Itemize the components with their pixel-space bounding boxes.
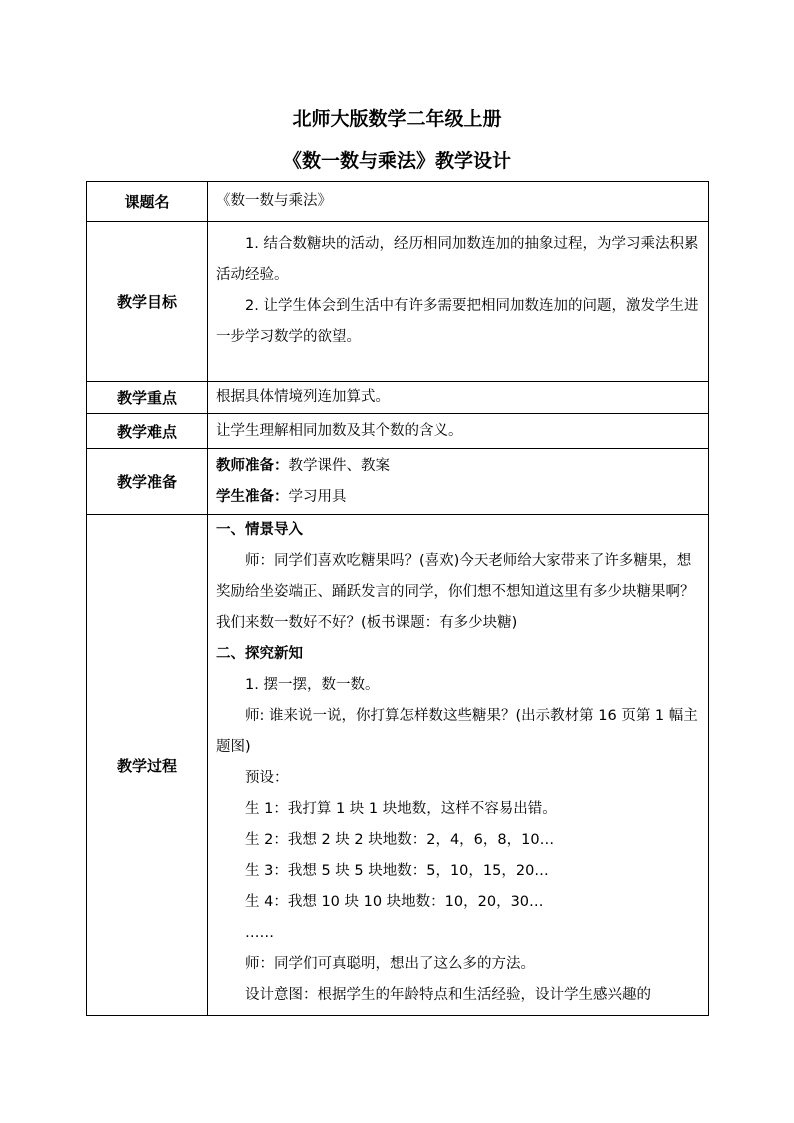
process-line: 设计意图：根据学生的年龄特点和生活经验，设计学生感兴趣的 xyxy=(245,987,651,1003)
row-preparation xyxy=(87,449,709,515)
process-line: 师：同学们可真聪明，想出了这么多的方法。 xyxy=(245,956,535,972)
difficulty-label: 教学难点 xyxy=(87,414,208,449)
teacher-prep-label: 教师准备： xyxy=(216,457,289,474)
section-heading: 一、情景导入 xyxy=(216,522,303,538)
teacher-prep-value: 教学课件、教案 xyxy=(288,457,390,474)
student-answer: 生 2：我想 2 块 2 块地数：2，4，6，8，10… xyxy=(245,832,555,848)
topic-label: 课题名 xyxy=(87,182,208,222)
process-line: 预设： xyxy=(245,770,289,786)
document-subtitle: 《数一数与乘法》教学设计 xyxy=(282,150,511,172)
student-prep-value: 学习用具 xyxy=(288,488,347,505)
row-process xyxy=(87,515,709,1016)
student-answer: 生 3：我想 5 块 5 块地数：5，10，15，20… xyxy=(245,863,549,879)
difficulty-value: 让学生理解相同加数及其个数的含义。 xyxy=(216,422,463,439)
row-difficulty xyxy=(87,414,709,449)
process-paragraph: 师: 谁来说一说，你打算怎样数这些糖果？(出示教材第 16 页第 1 幅主题图) xyxy=(216,708,698,755)
process-line: …… xyxy=(245,925,274,941)
key-point-value: 根据具体情境列连加算式。 xyxy=(216,389,390,405)
student-answer: 生 4：我想 10 块 10 块地数：10，20，30… xyxy=(245,894,544,910)
teacher-preparation xyxy=(208,451,708,482)
process-paragraph: 师：同学们喜欢吃糖果吗？(喜欢)今天老师给大家带来了许多糖果，想奖励给坐姿端正、踊跃发言的同学，你们想不想知道这里有多少块糖果啊？我们来数一数好不好？(板书课题：有多少块糖) xyxy=(216,553,695,631)
student-preparation xyxy=(208,482,708,513)
student-prep-label: 学生准备： xyxy=(216,488,289,505)
preparation-label: 教学准备 xyxy=(87,449,208,515)
goal-item: 1. 结合数糖块的活动，经历相同加数连加的抽象过程，为学习乘法积累活动经验。 xyxy=(216,236,699,283)
goals-label: 教学目标 xyxy=(87,222,208,382)
document-title: 北师大版数学二年级上册 xyxy=(292,108,502,130)
row-goals xyxy=(87,222,709,382)
goal-item: 2. 让学生体会到生活中有许多需要把相同加数连加的问题，激发学生进一步学习数学的欲望。 xyxy=(216,298,699,345)
section-heading: 二、探究新知 xyxy=(216,646,303,662)
student-answer: 生 1：我打算 1 块 1 块地数，这样不容易出错。 xyxy=(245,801,557,817)
row-key-point xyxy=(87,382,709,414)
process-label: 教学过程 xyxy=(87,515,208,1016)
key-point-label: 教学重点 xyxy=(87,382,208,414)
process-step: 1. 摆一摆，数一数。 xyxy=(245,677,380,693)
lesson-plan-table xyxy=(86,181,709,1016)
topic-value: 《数一数与乘法》 xyxy=(216,193,332,209)
row-topic xyxy=(87,182,709,222)
